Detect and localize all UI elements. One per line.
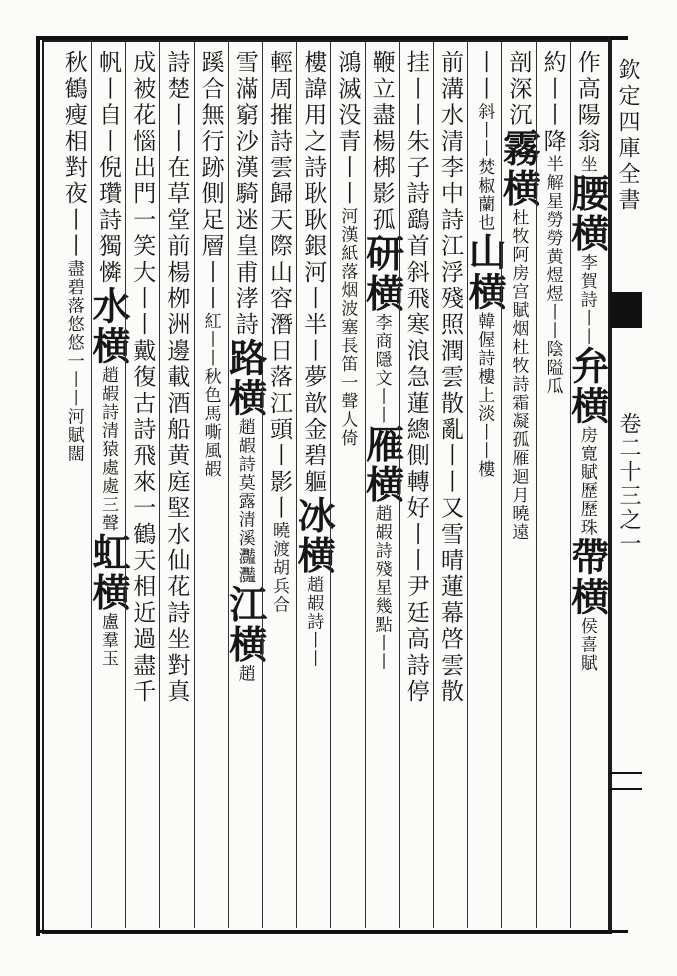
column-text: 盡碧落悠悠一丨丨 xyxy=(63,259,84,408)
column-text: 盧 xyxy=(98,612,118,631)
column-text: 樓諱用之詩耿耿銀河丨半丨夢歆金碧軀 xyxy=(300,50,327,496)
column-text: 杜牧詩霜凝孤雁迴月曉遠 xyxy=(508,338,529,542)
column-text: 丨丨 xyxy=(471,50,498,103)
headword: 弁横 xyxy=(564,345,610,426)
column-text: 房寛賦歷歷 xyxy=(576,425,597,519)
column-text: 輕周摧詩雲歸天際山容潛日落江頭丨影丨 xyxy=(266,50,292,522)
column-text: 韓偓詩樓上淡丨丨樓 xyxy=(474,311,495,479)
text-column-16 xyxy=(57,50,91,926)
column-text: 曉渡胡兵合 xyxy=(269,521,289,615)
column-rule xyxy=(159,42,160,928)
column-text: 河賦闊 xyxy=(63,407,84,464)
column-text: 雪滿窮沙漢騎迷皇甫涍詩 xyxy=(231,50,258,339)
column-text: 趙嘏詩莫露清溪灩灩 xyxy=(234,418,255,585)
column-text: 前溝水清李中詩江浮殘照潤雲散亂丨丨又雪晴蓮幕啓雲散 xyxy=(437,50,463,705)
column-text: 作高陽翁 xyxy=(573,50,600,155)
column-rule xyxy=(501,42,502,928)
text-column-1 xyxy=(564,50,610,926)
column-rule xyxy=(536,42,537,928)
column-text: 嘏 xyxy=(200,460,221,479)
column-text: 李賀詩丨丨 xyxy=(576,253,597,346)
headword: 研横 xyxy=(359,233,405,314)
column-text: 紅丨丨秋色馬嘶風 xyxy=(200,312,221,460)
headword: 帶横 xyxy=(564,536,610,617)
column-text: 陰隘瓜 xyxy=(542,339,563,396)
column-text: 杜牧阿房宫賦烟 xyxy=(508,208,529,339)
fishtail-ornament xyxy=(610,292,642,328)
column-text: 鞭立盡楊梆影孤 xyxy=(368,50,395,234)
column-rule xyxy=(262,42,263,928)
headword: 虹横 xyxy=(86,532,131,613)
column-text: 成被花惱出門一笑大丨丨戴復古詩飛來一鶴天相近過盡千 xyxy=(129,50,156,705)
column-text: 鴻滅没青丨丨 xyxy=(334,50,361,208)
headword: 江横 xyxy=(222,584,268,665)
text-column-11 xyxy=(222,50,268,926)
headword: 冰横 xyxy=(291,495,337,576)
column-text: 坐 xyxy=(576,154,597,174)
frame-left-border xyxy=(36,36,40,936)
column-text: 挂丨丨朱子詩鷂首斜飛寒浪急蓮總側轉好丨丨尹廷高詩停 xyxy=(402,50,429,705)
column-rule xyxy=(296,42,297,928)
headword: 路横 xyxy=(222,338,268,419)
column-rule xyxy=(467,42,468,928)
lower-fishtail-ornament xyxy=(610,772,642,790)
headword: 雁横 xyxy=(359,424,405,505)
column-text: 趙 xyxy=(234,664,255,684)
text-column-7 xyxy=(359,50,405,926)
column-text: 珠 xyxy=(576,518,597,537)
text-column-5 xyxy=(433,50,467,926)
column-text: 黄煜煜丨丨 xyxy=(542,247,563,340)
column-text: 帆丨自丨倪瓚詩獨憐 xyxy=(95,50,121,286)
column-rule xyxy=(365,42,366,928)
column-text: 羣玉 xyxy=(98,630,118,668)
headword: 腰横 xyxy=(564,173,610,254)
column-text: 蹊合無行跡側足層丨丨 xyxy=(197,50,224,312)
column-rule xyxy=(194,42,195,928)
column-text: 秋鶴瘦相對夜丨丨 xyxy=(60,50,87,260)
column-text: 約丨丨降 xyxy=(539,50,566,155)
text-column-8 xyxy=(330,50,364,926)
frame-bottom-border xyxy=(38,930,628,933)
text-column-10 xyxy=(262,50,296,926)
headword: 山横 xyxy=(462,231,508,312)
column-text: 詩楚丨丨在草堂前楊栁洲邊載酒船黄庭堅水仙花詩坐對真 xyxy=(163,50,190,705)
column-rule xyxy=(433,42,434,928)
column-rule xyxy=(570,42,571,928)
column-text: 塞長笛一聲人倚 xyxy=(337,318,358,448)
column-rule xyxy=(125,42,126,928)
spine-book-title: 欽定四庫全書 xyxy=(615,58,640,214)
text-column-14 xyxy=(125,50,159,926)
column-text: 河漢紙落烟波 xyxy=(337,207,358,319)
column-text: 趙嘏詩殘星幾點丨丨 xyxy=(371,504,392,671)
column-text: 斜丨丨焚椒蘭也 xyxy=(474,102,495,232)
column-rule xyxy=(228,42,229,928)
text-column-15 xyxy=(86,50,131,926)
text-column-4 xyxy=(462,50,508,926)
headword: 水横 xyxy=(86,285,131,366)
spine-volume-label: 卷二十三之一 xyxy=(616,412,641,556)
text-column-3 xyxy=(496,50,542,926)
column-text: 剖深沉 xyxy=(505,50,532,129)
text-column-13 xyxy=(159,50,193,926)
column-text: 趙嘏詩清猿處處三聲 xyxy=(98,365,118,533)
column-rule xyxy=(399,42,400,928)
column-text: 半解星勞勞 xyxy=(542,154,563,248)
text-column-12 xyxy=(194,50,228,926)
column-text: 趙嘏詩丨丨 xyxy=(303,575,324,668)
column-text: 李商隱文丨丨 xyxy=(371,313,392,425)
column-text: 侯喜賦 xyxy=(576,616,597,673)
text-column-9 xyxy=(291,50,337,926)
column-rule xyxy=(91,42,92,928)
column-rule xyxy=(330,42,331,928)
headword: 霧横 xyxy=(496,128,542,209)
